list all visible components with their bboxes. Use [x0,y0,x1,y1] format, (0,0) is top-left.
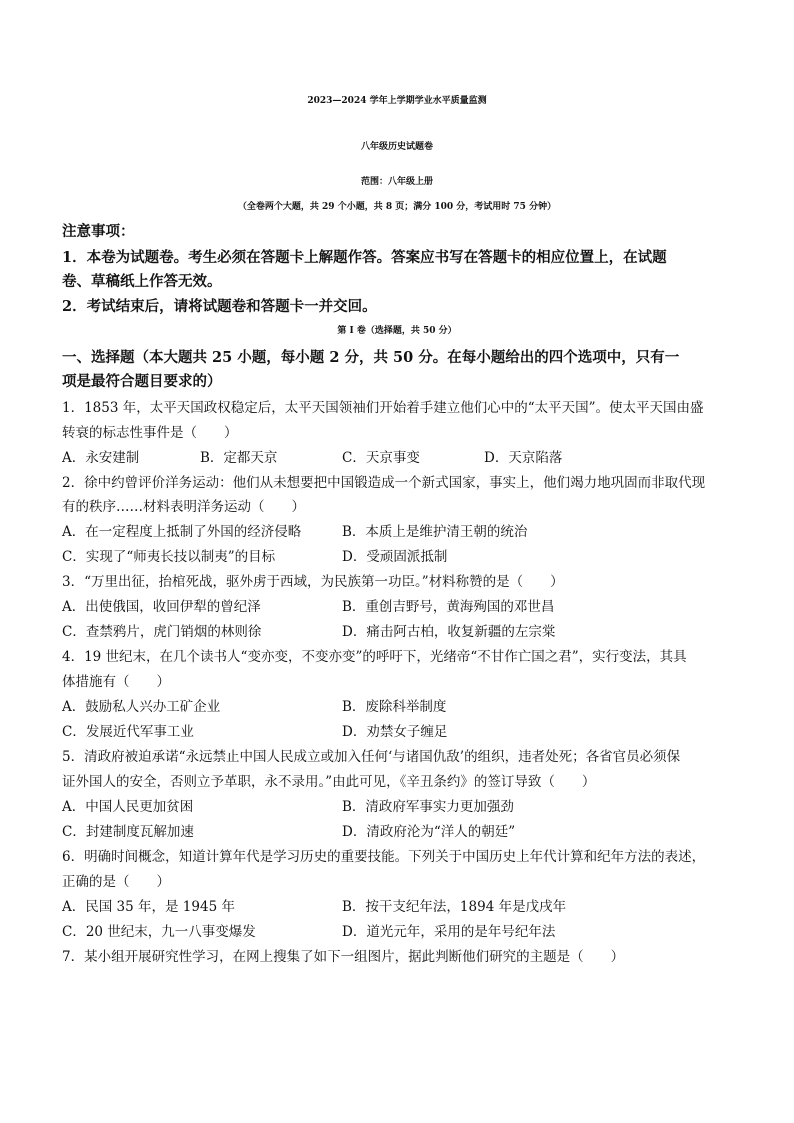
question-2-stem-line-2: 有的秩序……材料表明洋务运动（ ） [62,499,305,515]
question-7-stem: 7．某小组开展研究性学习，在网上搜集了如下一组图片，据此判断他们研究的主题是（ ） [62,949,625,965]
question-6-stem-line-1: 6．明确时间概念，知道计算年代是学习历史的重要技能。下列关于中国历史上年代计算和纪年方法的表述， [62,849,706,865]
question-3-option-c: C．查禁鸦片，虎门销烟的林则徐 [62,624,262,640]
exam-scope: 范围：八年级上册 [360,177,433,187]
question-6-option-b: B．按干支纪年法，1894 年是戊戌年 [342,899,567,915]
notice-item-1-line-1: 1．本卷为试题卷。考生必须在答题卡上解题作答。答案应书写在答题卡的相应位置上，在试题 [62,249,667,266]
notice-heading: 注意事项： [62,223,135,240]
question-6-option-d: D．道光元年，采用的是年号纪年法 [342,924,556,940]
question-3-stem: 3．“万里出征，抬棺死战，驱外虏于西域，为民族第一功臣。”材料称赞的是（ ） [62,574,564,590]
question-4-stem-line-1: 4．19 世纪末，在几个读书人“变亦变，不变亦变”的呼吁下，光绪帝“不甘作亡国之君”，实行变法，其具 [62,649,687,665]
question-1-option-d: D．天京陷落 [484,450,563,466]
question-1-option-a: A．永安建制 [62,450,140,466]
question-2-option-a: A．在一定程度上抵制了外国的经济侵略 [62,524,302,540]
question-6-stem-line-2: 正确的是（ ） [62,874,170,890]
question-2-option-d: D．受顽固派抵制 [342,549,448,565]
question-3-option-a: A．出使俄国，收回伊犁的曾纪泽 [62,599,261,615]
part-1-title: 第 I 卷（选择题，共 50 分） [337,326,457,336]
question-5-option-d: D．清政府沦为“洋人的朝廷” [342,824,516,840]
question-1-stem-line-2: 转衰的标志性事件是（ ） [62,425,238,441]
question-1-stem-line-1: 1．1853 年，太平天国政权稳定后，太平天国领袖们开始着手建立他们心中的“太平天国”。使太平天国由盛 [62,400,704,416]
question-4-stem-line-2: 体措施有（ ） [62,674,170,690]
question-2-stem-line-1: 2．徐中约曾评价洋务运动：他们从未想要把中国锻造成一个新式国家，事实上，他们竭力地巩固而非取代现 [62,475,706,491]
question-4-option-d: D．劝禁女子缠足 [342,724,448,740]
exam-info: （全卷两个大题，共 29 个小题，共 8 页；满分 100 分，考试用时 75 分钟） [237,202,557,212]
question-5-option-b: B．清政府军事实力更加强劲 [342,799,514,815]
question-4-option-c: C．发展近代军事工业 [62,724,194,740]
question-3-option-d: D．痛击阿古柏，收复新疆的左宗棠 [342,624,556,640]
question-5-option-a: A．中国人民更加贫困 [62,799,194,815]
question-3-option-b: B．重创吉野号，黄海殉国的邓世昌 [342,599,555,615]
section-instruction-line-2: 项是最符合题目要求的） [62,373,222,390]
question-5-stem-line-2: 证外国人的安全，否则立予革职，永不录用。”由此可见，《辛丑条约》的签订导致（ ） [62,774,596,790]
notice-item-2: 2．考试结束后，请将试题卷和答题卡一并交回。 [62,298,377,315]
notice-item-1-line-2: 卷、草稿纸上作答无效。 [62,273,222,290]
question-5-stem-line-1: 5．清政府被迫承诺“永远禁止中国人民成立或加入任何‘与诸国仇敌’的组织，违者处死；各省官员必须保 [62,749,681,765]
question-6-option-a: A．民国 35 年，是 1945 年 [62,899,235,915]
question-1-option-b: B．定都天京 [200,450,278,466]
question-6-option-c: C．20 世纪末，九一八事变爆发 [62,924,256,940]
exam-subtitle: 八年级历史试题卷 [360,142,433,152]
exam-title: 2023—2024 学年上学期学业水平质量监测 [307,96,487,106]
question-5-option-c: C．封建制度瓦解加速 [62,824,194,840]
question-4-option-b: B．废除科举制度 [342,699,447,715]
question-2-option-b: B．本质上是维护清王朝的统治 [342,524,528,540]
question-1-option-c: C．天京事变 [342,450,420,466]
section-instruction-line-1: 一、选择题（本大题共 25 小题，每小题 2 分，共 50 分。在每小题给出的四个选项中，只有一 [62,349,680,366]
question-2-option-c: C．实现了“师夷长技以制夷”的目标 [62,549,276,565]
question-4-option-a: A．鼓励私人兴办工矿企业 [62,699,221,715]
